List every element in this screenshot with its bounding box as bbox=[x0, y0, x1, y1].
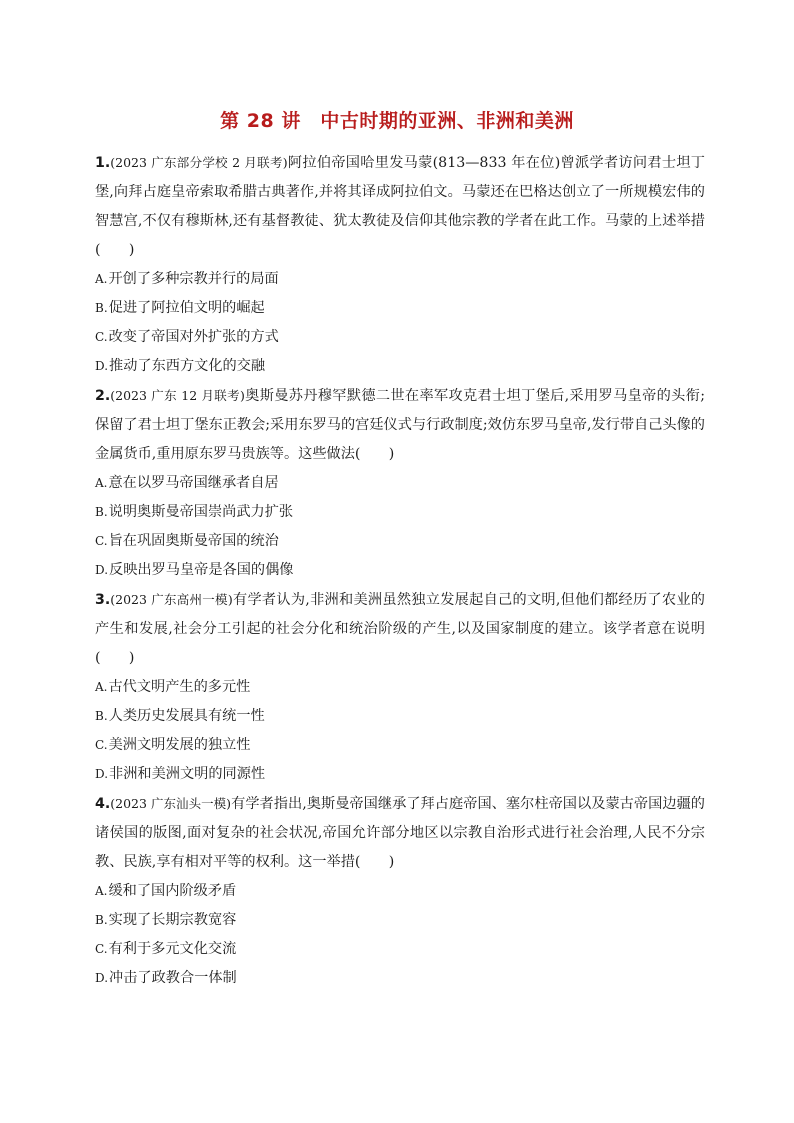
option-letter: B. bbox=[95, 505, 108, 519]
option-letter: C. bbox=[95, 534, 108, 548]
question-stem bbox=[95, 789, 705, 877]
option-c bbox=[95, 731, 705, 760]
option-b bbox=[95, 498, 705, 527]
question-text: 有学者认为,非洲和美洲虽然独立发展起自己的文明,但他们都经历了农业的产生和发展,社会分工引起的社会分化和统治阶级的产生,以及国家制度的建立。该学者意在说明( ) bbox=[95, 592, 705, 666]
option-a bbox=[95, 877, 705, 906]
option-text: 美洲文明发展的独立性 bbox=[108, 737, 251, 753]
question-1 bbox=[95, 148, 705, 381]
option-text: 旨在巩固奥斯曼帝国的统治 bbox=[108, 533, 279, 549]
question-number: 4. bbox=[95, 796, 111, 812]
option-c bbox=[95, 935, 705, 964]
option-d bbox=[95, 556, 705, 585]
question-text: 有学者指出,奥斯曼帝国继承了拜占庭帝国、塞尔柱帝国以及蒙古帝国边疆的诸侯国的版图,面对复杂的社会状况,帝国允许部分地区以宗教自治形式进行社会治理,人民不分宗教、民族,享有相对平等的权利。这一举措( ) bbox=[95, 796, 705, 870]
option-letter: B. bbox=[95, 709, 108, 723]
question-stem bbox=[95, 148, 705, 265]
option-text: 人类历史发展具有统一性 bbox=[108, 708, 265, 724]
question-list bbox=[95, 148, 705, 993]
option-letter: A. bbox=[95, 476, 108, 490]
option-text: 缓和了国内阶级矛盾 bbox=[108, 883, 237, 899]
option-text: 推动了东西方文化的交融 bbox=[109, 358, 266, 374]
question-stem bbox=[95, 381, 705, 469]
option-letter: C. bbox=[95, 942, 108, 956]
option-d bbox=[95, 760, 705, 789]
page-title: 第 28 讲 中古时期的亚洲、非洲和美洲 bbox=[220, 110, 574, 132]
question-4 bbox=[95, 789, 705, 993]
option-b bbox=[95, 294, 705, 323]
option-text: 古代文明产生的多元性 bbox=[108, 679, 251, 695]
option-d bbox=[95, 352, 705, 381]
option-text: 改变了帝国对外扩张的方式 bbox=[108, 329, 279, 345]
option-letter: B. bbox=[95, 301, 108, 315]
option-a bbox=[95, 265, 705, 294]
option-text: 开创了多种宗教并行的局面 bbox=[108, 271, 279, 287]
option-text: 说明奥斯曼帝国崇尚武力扩张 bbox=[108, 504, 294, 520]
question-number: 3. bbox=[95, 592, 111, 608]
option-c bbox=[95, 527, 705, 556]
option-letter: D. bbox=[95, 563, 109, 577]
question-source: (2023 广东 12 月联考) bbox=[110, 388, 245, 403]
question-source: (2023 广东汕头一模) bbox=[110, 796, 232, 811]
question-number: 1. bbox=[95, 155, 111, 171]
option-letter: B. bbox=[95, 913, 108, 927]
option-letter: A. bbox=[95, 884, 108, 898]
option-text: 实现了长期宗教宽容 bbox=[108, 912, 237, 928]
question-number: 2. bbox=[95, 388, 111, 404]
option-d bbox=[95, 964, 705, 993]
option-letter: D. bbox=[95, 971, 109, 985]
option-letter: C. bbox=[95, 738, 108, 752]
option-b bbox=[95, 702, 705, 731]
option-letter: C. bbox=[95, 330, 108, 344]
question-text: 奥斯曼苏丹穆罕默德二世在率军攻克君士坦丁堡后,采用罗马皇帝的头衔;保留了君士坦丁堡东正教会;采用东罗马的宫廷仪式与行政制度;效仿东罗马皇帝,发行带自己头像的金属货币,重用原东罗马贵族等。这些做法( ) bbox=[95, 388, 705, 462]
question-text: 阿拉伯帝国哈里发马蒙(813—833 年在位)曾派学者访问君士坦丁堡,向拜占庭皇帝索取希腊古典著作,并将其译成阿拉伯文。马蒙还在巴格达创立了一所规模宏伟的智慧宫,不仅有穆斯林,还有基督教徒、犹太教徒及信仰其他宗教的学者在此工作。马蒙的上述举措( ) bbox=[95, 155, 705, 258]
question-source: (2023 广东高州一模) bbox=[110, 592, 233, 607]
option-text: 非洲和美洲文明的同源性 bbox=[109, 766, 266, 782]
question-stem bbox=[95, 585, 705, 673]
option-c bbox=[95, 323, 705, 352]
option-letter: D. bbox=[95, 359, 109, 373]
option-b bbox=[95, 906, 705, 935]
option-text: 意在以罗马帝国继承者自居 bbox=[108, 475, 279, 491]
option-a bbox=[95, 469, 705, 498]
option-letter: A. bbox=[95, 680, 108, 694]
option-text: 反映出罗马皇帝是各国的偶像 bbox=[109, 562, 294, 578]
option-text: 冲击了政教合一体制 bbox=[109, 970, 237, 986]
question-source: (2023 广东部分学校 2 月联考) bbox=[110, 155, 288, 170]
option-text: 促进了阿拉伯文明的崛起 bbox=[108, 300, 265, 316]
option-letter: A. bbox=[95, 272, 108, 286]
option-a bbox=[95, 673, 705, 702]
question-2 bbox=[95, 381, 705, 585]
question-3 bbox=[95, 585, 705, 789]
option-text: 有利于多元文化交流 bbox=[108, 941, 237, 957]
option-letter: D. bbox=[95, 767, 109, 781]
